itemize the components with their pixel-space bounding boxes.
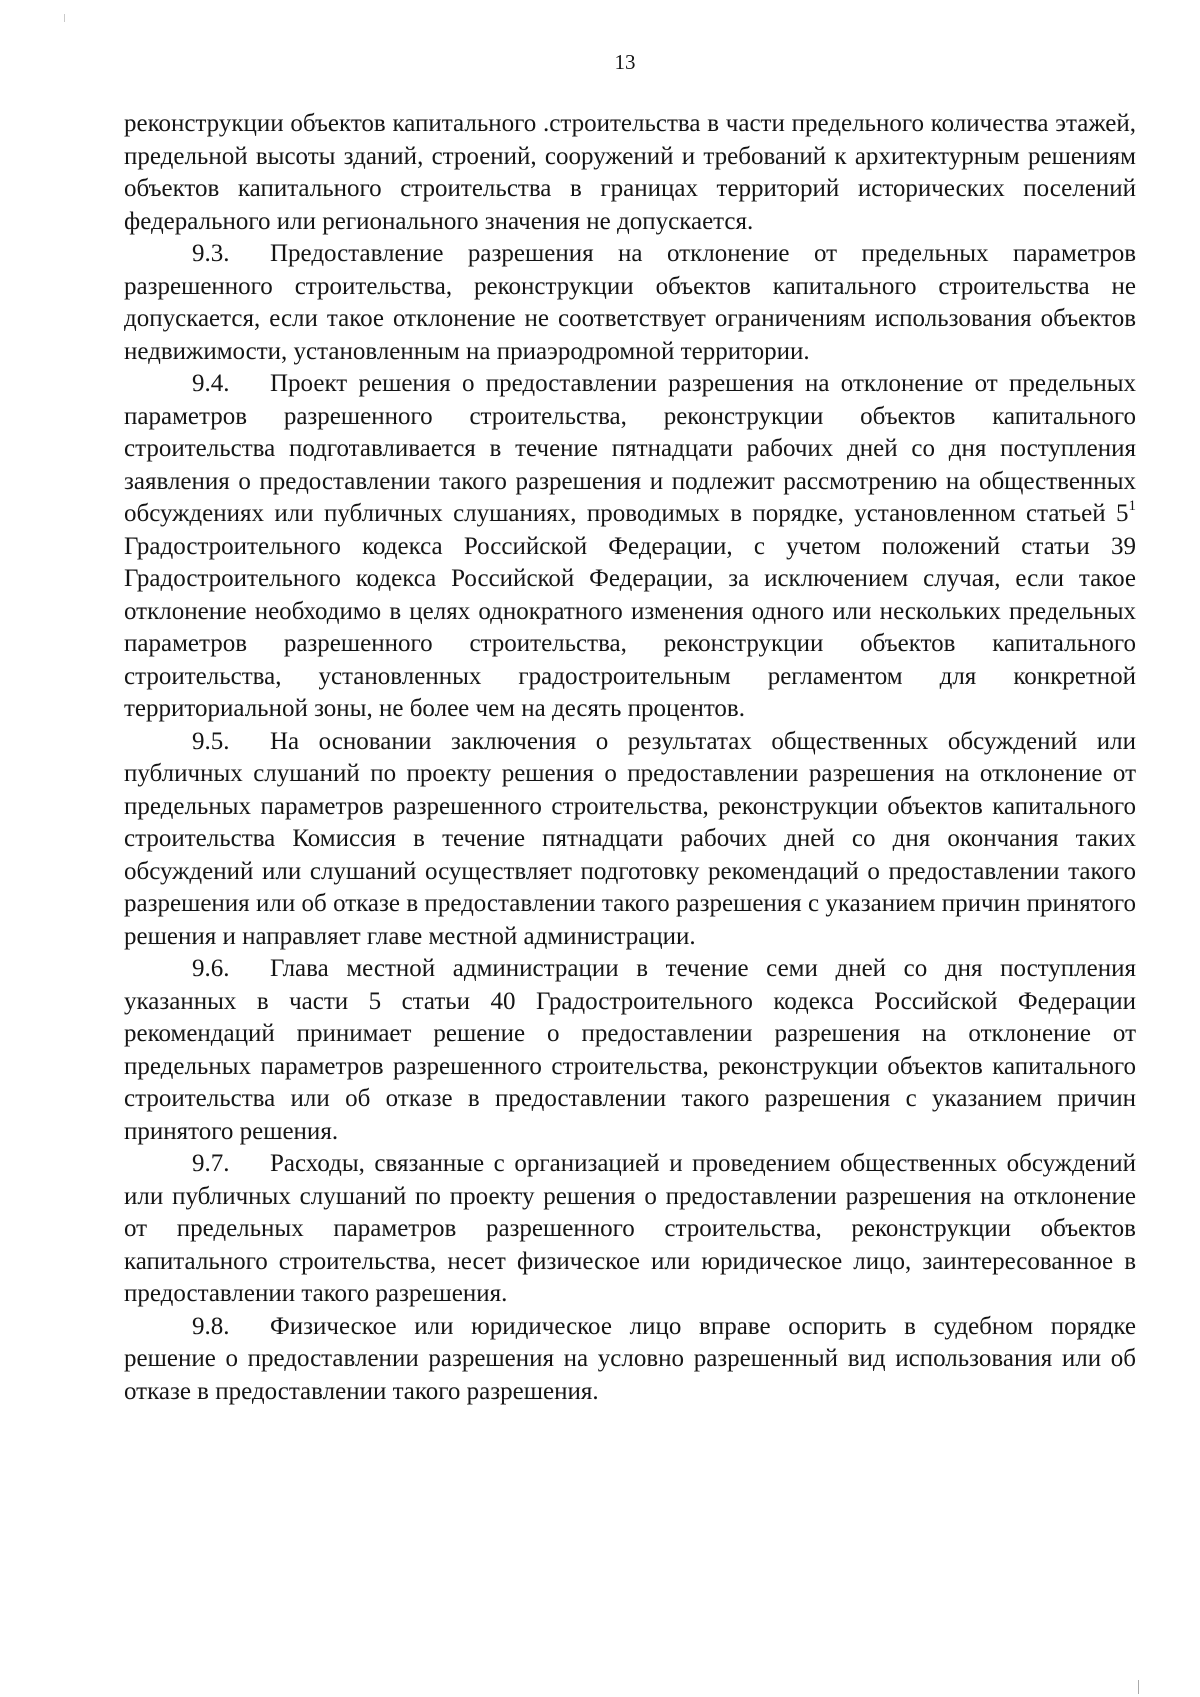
document-body xyxy=(124,108,1136,1408)
clause-text: Проект решения о предоставлении разрешения на отклонение от предельных параметров разрешенного строительства, реконструкции объектов капитального строительства подготавливается в течение пятнадцати рабочих дней со дня поступления заявления о предоставлении такого разрешения и подлежит рассмотрению на общественных обсуждениях или публичных слушаниях, проводимых в порядке, установленном статьей 5 xyxy=(124,370,1136,527)
clause-number: 9.5. xyxy=(192,727,230,755)
scan-margin-mark xyxy=(1138,1680,1139,1694)
clause-number: 9.3. xyxy=(192,240,230,267)
clause-text-continued: Градостроительного кодекса Российской Федерации, с учетом положений статьи 39 Градостроительного кодекса Российской Федерации, за исключением случая, если такое отклонение необходимо в целях однократного изменения одного или нескольких предельных параметров разрешенного строительства, реконструкции объектов капитального строительства, установленных градостроительным регламентом для конкретной территориальной зоны, не более чем на десять процентов. xyxy=(124,532,1136,722)
clause-9-4 xyxy=(124,368,1136,726)
clause-9-3 xyxy=(124,238,1136,368)
clause-text: На основании заключения о результатах общественных обсуждений или публичных слушаний по проекту решения о предоставлении разрешения на отклонение от предельных параметров разрешенного строительства, реконструкции объектов капитального строительства Комиссия в течение пятнадцати рабочих дней со дня окончания таких обсуждений или слушаний осуществляет подготовку рекомендаций о предоставлении такого разрешения или об отказе в предоставлении такого разрешения с указанием причин принятого решения и направляет главе местной администрации. xyxy=(124,727,1136,950)
clause-number: 9.8. xyxy=(192,1312,230,1340)
clause-text: Предоставление разрешения на отклонение от предельных параметров разрешенного строительства, реконструкции объектов капитального строительства не допускается, если такое отклонение не соответствует ограничениям использования объектов недвижимости, установленным на приаэродромной территории. xyxy=(124,240,1136,365)
clause-text: Физическое или юридическое лицо вправе оспорить в судебном порядке решение о предоставлении разрешения на условно разрешенный вид использования или об отказе в предоставлении такого разрешения. xyxy=(124,1312,1136,1405)
clause-number: 9.4. xyxy=(192,370,230,397)
clause-number: 9.7. xyxy=(192,1150,230,1177)
superscript-index: 1 xyxy=(1128,497,1136,514)
clause-9-8 xyxy=(124,1311,1136,1409)
page-number: 13 xyxy=(614,50,636,74)
paragraph-text: реконструкции объектов капитального .строительства в части предельного количества этажей, предельной высоты зданий, строений, сооружений и требований к архитектурным решениям объектов капитального строительства в границах территорий исторических поселений федерального или регионального значения не допускается. xyxy=(124,110,1136,235)
clause-9-7 xyxy=(124,1148,1136,1311)
paragraph-continuation xyxy=(124,108,1136,238)
clause-text: Расходы, связанные с организацией и проведением общественных обсуждений или публичных слушаний по проекту решения о предоставлении разрешения на отклонение от предельных параметров разрешенного строительства, реконструкции объектов капитального строительства, несет физическое или юридическое лицо, заинтересованное в предоставлении такого разрешения. xyxy=(124,1150,1136,1307)
clause-9-5 xyxy=(124,726,1136,954)
clause-9-6 xyxy=(124,953,1136,1148)
clause-number: 9.6. xyxy=(192,955,230,982)
clause-text: Глава местной администрации в течение семи дней со дня поступления указанных в части 5 статьи 40 Градостроительного кодекса Российской Федерации рекомендаций принимает решение о предоставлении разрешения на отклонение от предельных параметров разрешенного строительства, реконструкции объектов капитального строительства или об отказе в предоставлении такого разрешения с указанием причин принятого решения. xyxy=(124,955,1136,1145)
scan-margin-mark xyxy=(64,14,65,22)
